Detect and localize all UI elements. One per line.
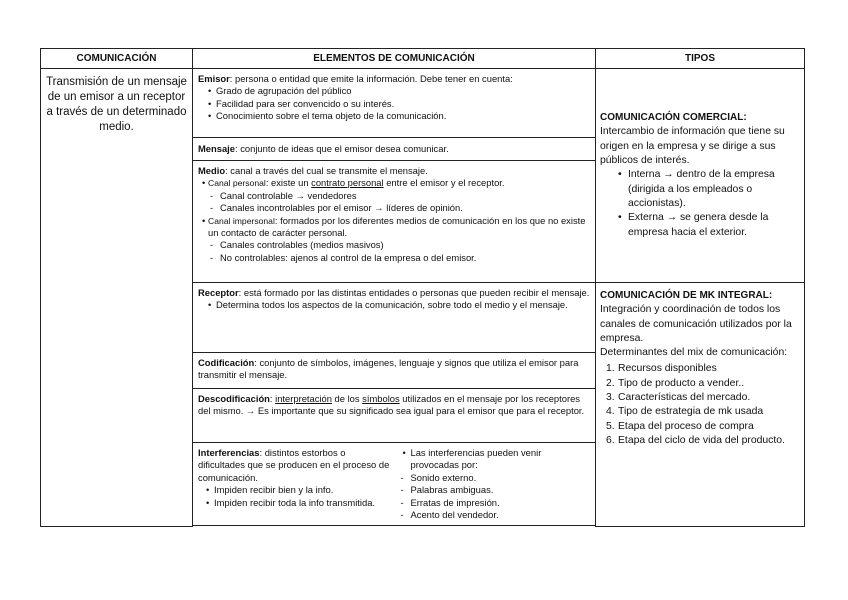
- canal-personal-label: Canal personal: [208, 178, 266, 189]
- interferencias-right: [391, 447, 592, 521]
- medio-text: : canal a través del cual se transmite el mensaje.: [225, 165, 428, 176]
- integral-item-label: Tipo de producto a vender..: [618, 377, 745, 389]
- definition-text: Transmisión de un mensaje de un emisor a un receptor a través de un determinado medio.: [46, 76, 187, 133]
- descodificacion-post: utilizados en el mensaje por los receptores del mismo. → Es importante que su significado sea igual para el emisor que para el receptor.: [198, 393, 585, 417]
- canal-personal-pre: : existe un: [265, 177, 312, 189]
- interpretacion-link: interpretación: [275, 393, 332, 404]
- interferencias-text: : distintos estorbos o dificultades que se producen en el proceso de comunicación.: [198, 447, 390, 483]
- integral-item-label: Etapa del ciclo de vida del producto.: [618, 434, 785, 446]
- comercial-title: COMUNICACIÓN COMERCIAL:: [600, 112, 747, 124]
- emisor-text: : persona o entidad que emite la información. Debe tener en cuenta:: [229, 73, 513, 84]
- interferencias-left-item: • Impiden recibir toda la info transmitida.: [202, 497, 391, 509]
- integral-item-number: 4.: [606, 406, 615, 418]
- impersonal-subitem: - No controlables: ajenos al control de la empresa o del emisor.: [198, 252, 591, 264]
- emisor-term: Emisor: [198, 73, 230, 84]
- contrato-personal-link: contrato personal: [311, 177, 384, 189]
- receptor-cell: [193, 283, 596, 353]
- canal-personal: [198, 177, 591, 189]
- header-row: [41, 49, 805, 69]
- integral-item-label: Etapa del proceso de compra: [618, 420, 754, 432]
- integral-item-label: Tipo de estrategia de mk usada: [618, 406, 764, 418]
- integral-item: [600, 434, 800, 448]
- canal-impersonal-text: : formados por los diferentes medios de comunicación en los que no existe un contacto de carácter personal.: [208, 214, 586, 239]
- interferencias-right-item: - Palabras ambiguas.: [399, 484, 592, 496]
- header-comunicacion: COMUNICACIÓN: [41, 49, 193, 69]
- integral-item-label: Recursos disponibles: [618, 363, 717, 375]
- integral-item: [600, 391, 800, 405]
- integral-item: [600, 405, 800, 419]
- header-tipos: TIPOS: [596, 49, 805, 69]
- interferencias-left: [198, 447, 391, 521]
- codificacion-term: Codificación: [198, 357, 255, 368]
- interferencias-right-item: - Sonido externo.: [399, 472, 592, 484]
- mensaje-cell: [193, 138, 596, 161]
- interferencias-right-lead: • Las interferencias pueden venir provocadas por:: [399, 447, 592, 472]
- interferencias-cell: [193, 443, 596, 526]
- codificacion-cell: [193, 353, 596, 389]
- integral-item-number: 5.: [606, 420, 615, 432]
- header-elementos: ELEMENTOS DE COMUNICACIÓN: [193, 49, 596, 69]
- integral-item-number: 6.: [606, 434, 615, 446]
- interferencias-left-item: • Impiden recibir bien y la info.: [202, 484, 391, 496]
- descodificacion-cell: [193, 389, 596, 443]
- simbolos-link: símbolos: [362, 393, 400, 404]
- personal-subitem: - Canales incontrolables por el emisor → líderes de opinión.: [198, 202, 591, 214]
- definition-cell: [41, 69, 193, 527]
- emisor-item: • Facilidad para ser convencido o su interés.: [204, 98, 591, 110]
- integral-text: Integración y coordinación de todos los canales de comunicación utilizados por la empresa.: [600, 304, 792, 344]
- descodificacion-mid: de los: [331, 393, 363, 404]
- receptor-item: • Determina todos los aspectos de la comunicación, sobre todo el medio y el mensaje.: [204, 299, 591, 311]
- medio-cell: [193, 161, 596, 283]
- mensaje-text: : conjunto de ideas que el emisor desea comunicar.: [235, 142, 449, 154]
- communication-table: [40, 48, 805, 527]
- comercial-item: • Interna → dentro de la empresa (dirigida a los empleados o accionistas).: [600, 168, 800, 211]
- comercial-text: Intercambio de información que tiene su origen en la empresa y se dirige a sus públicos de interés.: [600, 126, 785, 167]
- medio-term: Medio: [198, 165, 226, 176]
- comercial-item: • Externa → se genera desde la empresa hacia el exterior.: [600, 211, 800, 240]
- integral-item: [600, 377, 800, 391]
- canal-personal-post: entre el emisor y el receptor.: [383, 177, 505, 189]
- mensaje-term: Mensaje: [198, 142, 235, 154]
- canal-impersonal: [198, 215, 591, 240]
- integral-item-number: 2.: [606, 377, 615, 389]
- codificacion-text: : conjunto de símbolos, imágenes, lenguaje y signos que utiliza el emisor para transmitir el mensaje.: [198, 357, 579, 381]
- impersonal-subitem: - Canales controlables (medios masivos): [198, 239, 591, 251]
- integral-item-number: 1.: [606, 363, 615, 375]
- interferencias-right-item: - Acento del vendedor.: [399, 509, 592, 521]
- descodificacion-term: Descodificación: [198, 393, 270, 404]
- integral-item: [600, 362, 800, 376]
- emisor-item: • Conocimiento sobre el tema objeto de la comunicación.: [204, 110, 591, 122]
- integral-item-label: Características del mercado.: [618, 392, 751, 404]
- integral-item: [600, 420, 800, 434]
- interferencias-term: Interferencias: [198, 447, 260, 458]
- interferencias-right-item: - Erratas de impresión.: [399, 497, 592, 509]
- emisor-cell: [193, 69, 596, 138]
- descodificacion-pre: :: [269, 393, 276, 404]
- receptor-term: Receptor: [198, 287, 239, 298]
- integral-title: COMUNICACIÓN DE MK INTEGRAL:: [600, 290, 773, 301]
- receptor-text: : está formado por las distintas entidades o personas que pueden recibir el mensaje.: [238, 287, 590, 298]
- integral-cell: [596, 283, 805, 527]
- emisor-item: • Grado de agrupación del público: [204, 85, 591, 97]
- integral-subtext: Determinantes del mix de comunicación:: [600, 347, 788, 359]
- integral-item-number: 3.: [606, 392, 615, 404]
- comercial-cell: [596, 69, 805, 283]
- canal-impersonal-label: Canal impersonal: [208, 215, 275, 226]
- personal-subitem: - Canal controlable → vendedores: [198, 190, 591, 202]
